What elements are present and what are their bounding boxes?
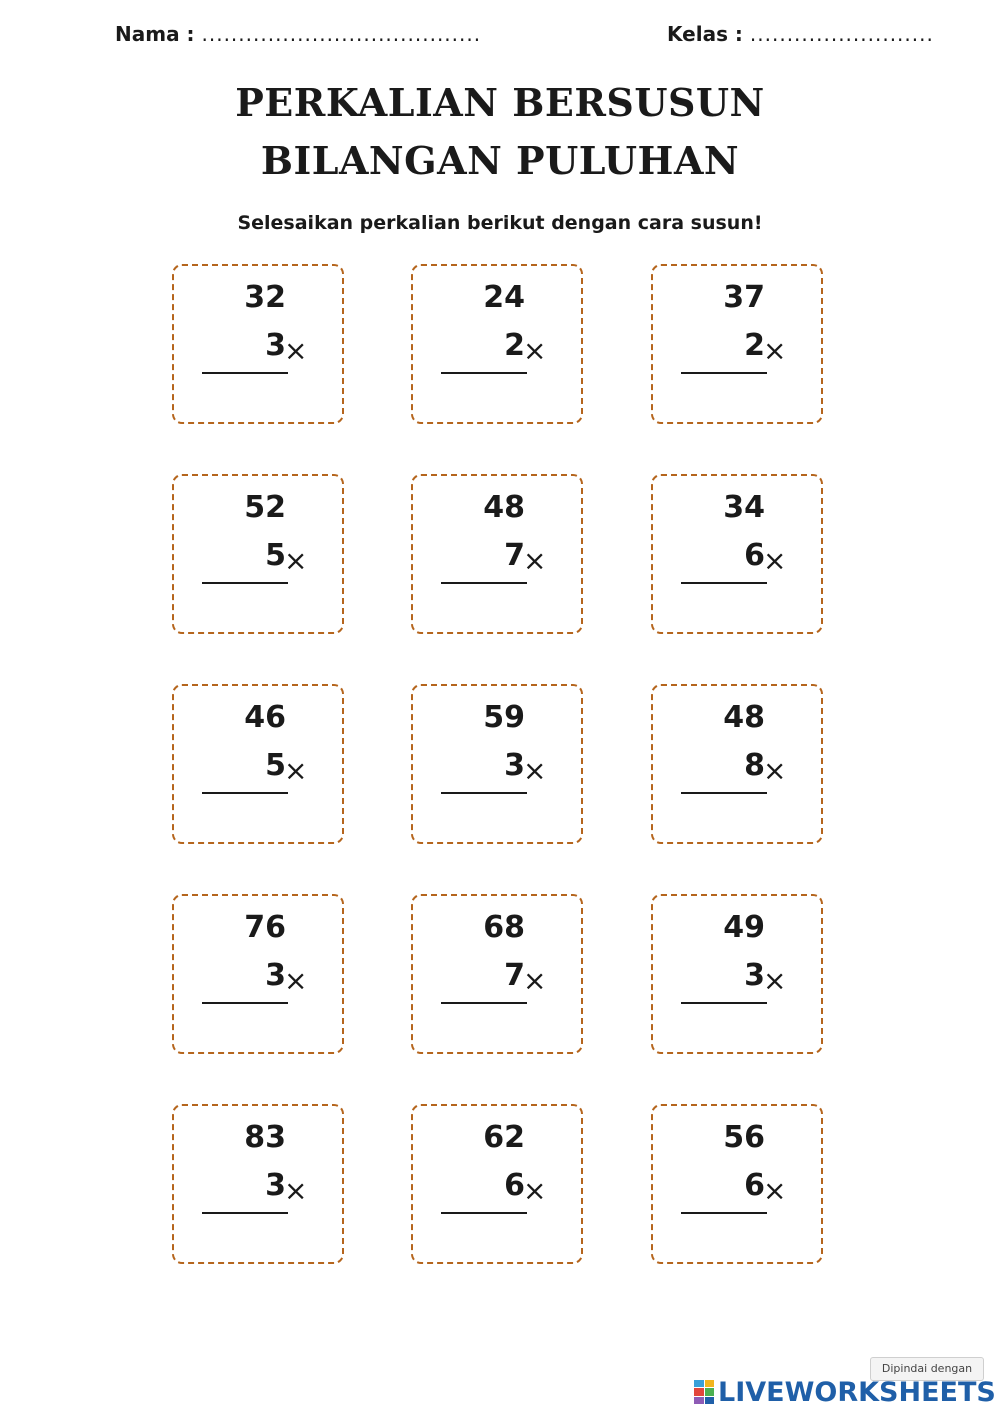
multiplier: 5 [265, 538, 286, 573]
page-title-line-1: PERKALIAN BERSUSUN [235, 80, 765, 125]
multiplicand: 46 [244, 700, 286, 735]
multiply-sign: × [523, 964, 547, 997]
multiplicand: 68 [483, 910, 525, 945]
kelas-blank[interactable]: ......................... [749, 22, 934, 46]
nama-field [115, 22, 481, 46]
multiply-sign: × [284, 964, 308, 997]
problem-card[interactable] [411, 1104, 583, 1264]
multiply-sign: × [284, 1174, 308, 1207]
problem-card[interactable] [172, 894, 344, 1054]
liveworksheets-logo-icon [694, 1380, 714, 1404]
instruction-text: Selesaikan perkalian berikut dengan cara susun! [237, 212, 763, 234]
multiply-sign: × [284, 334, 308, 367]
answer-line [681, 372, 767, 374]
answer-line [441, 792, 527, 794]
multiply-sign: × [284, 754, 308, 787]
multiplier: 6 [504, 1168, 525, 1203]
multiplier: 3 [265, 328, 286, 363]
answer-line [202, 582, 288, 584]
answer-line [202, 1002, 288, 1004]
multiplicand: 48 [723, 700, 765, 735]
multiplicand: 48 [483, 490, 525, 525]
problem-card[interactable] [172, 474, 344, 634]
answer-line [681, 1212, 767, 1214]
problem-card[interactable] [651, 894, 823, 1054]
nama-blank[interactable]: ...................................... [201, 22, 482, 46]
problem-card[interactable] [651, 1104, 823, 1264]
problem-card[interactable] [172, 684, 344, 844]
multiply-sign: × [523, 1174, 547, 1207]
multiply-sign: × [763, 334, 787, 367]
multiplier: 6 [744, 538, 765, 573]
problem-card[interactable] [651, 684, 823, 844]
problem-card[interactable] [172, 1104, 344, 1264]
answer-line [441, 1002, 527, 1004]
multiply-sign: × [763, 754, 787, 787]
answer-line [441, 582, 527, 584]
brand-text: LIVEWORKSHEETS [718, 1376, 996, 1408]
multiplicand: 83 [244, 1120, 286, 1155]
problem-card[interactable] [411, 684, 583, 844]
answer-line [202, 792, 288, 794]
multiply-sign: × [523, 754, 547, 787]
problem-card[interactable] [411, 894, 583, 1054]
multiplier: 7 [504, 538, 525, 573]
answer-line [441, 1212, 527, 1214]
multiplicand: 24 [483, 280, 525, 315]
problem-card[interactable] [651, 264, 823, 424]
multiplier: 2 [504, 328, 525, 363]
problem-card[interactable] [651, 474, 823, 634]
problem-card[interactable] [411, 474, 583, 634]
multiply-sign: × [284, 544, 308, 577]
liveworksheets-logo [694, 1377, 996, 1407]
kelas-field [667, 22, 934, 46]
multiplicand: 56 [723, 1120, 765, 1155]
multiplicand: 34 [723, 490, 765, 525]
answer-line [202, 372, 288, 374]
multiply-sign: × [763, 544, 787, 577]
multiply-sign: × [763, 1174, 787, 1207]
multiplicand: 52 [244, 490, 286, 525]
answer-line [681, 792, 767, 794]
nama-label: Nama : [115, 22, 195, 46]
multiplicand: 49 [723, 910, 765, 945]
multiplier: 3 [265, 1168, 286, 1203]
kelas-label: Kelas : [667, 22, 743, 46]
multiplier: 3 [504, 748, 525, 783]
multiplier: 3 [744, 958, 765, 993]
page-title-line-2: BILANGAN PULUHAN [260, 138, 740, 183]
answer-line [202, 1212, 288, 1214]
multiplier: 3 [265, 958, 286, 993]
answer-line [681, 582, 767, 584]
multiplier: 5 [265, 748, 286, 783]
multiplicand: 59 [483, 700, 525, 735]
multiplicand: 62 [483, 1120, 525, 1155]
answer-line [681, 1002, 767, 1004]
multiplicand: 37 [723, 280, 765, 315]
multiply-sign: × [523, 334, 547, 367]
multiply-sign: × [763, 964, 787, 997]
problem-card[interactable] [411, 264, 583, 424]
multiply-sign: × [523, 544, 547, 577]
multiplier: 7 [504, 958, 525, 993]
multiplicand: 76 [244, 910, 286, 945]
multiplicand: 32 [244, 280, 286, 315]
answer-line [441, 372, 527, 374]
multiplier: 8 [744, 748, 765, 783]
multiplier: 2 [744, 328, 765, 363]
problem-card[interactable] [172, 264, 344, 424]
scan-stamp: Dipindai dengan [870, 1357, 984, 1381]
multiplier: 6 [744, 1168, 765, 1203]
